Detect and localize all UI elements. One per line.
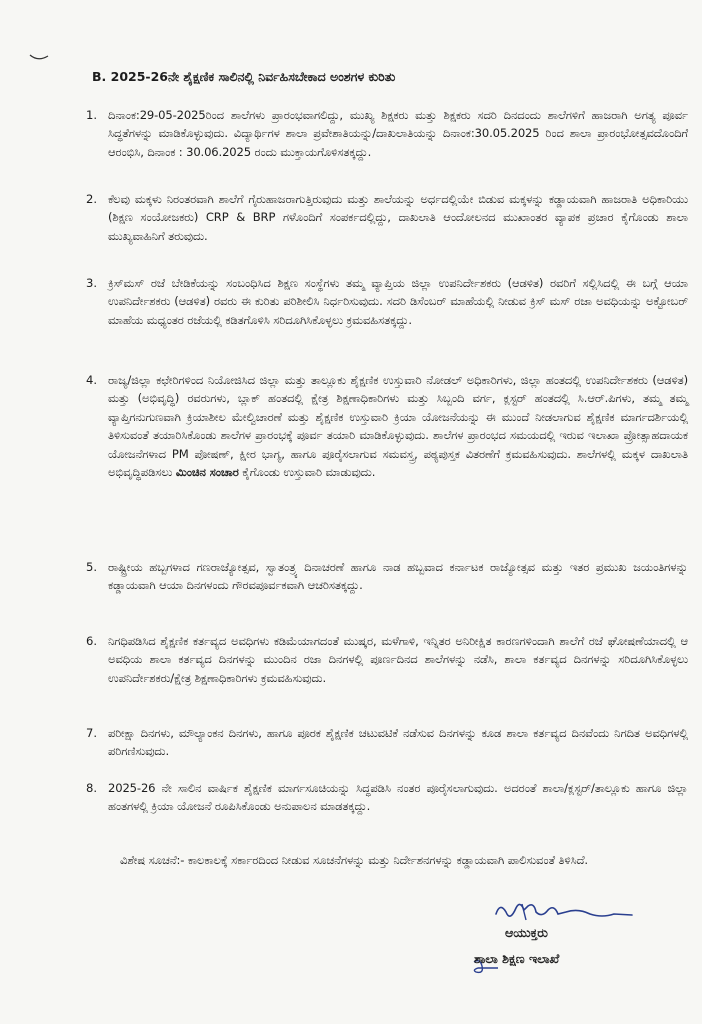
item-text-main: ರಾಜ್ಯ/ಜಿಲ್ಲಾ ಕಛೇರಿಗಳಿಂದ ನಿಯೋಜಿಸಿದ ಜಿಲ್ಲಾ ಮತ್ತು ತಾಲ್ಲೂಕು ಶೈಕ್ಷಣಿಕ ಉಸ್ತುವಾರಿ ನೋಡಲ್ ಅಧಿಕಾರಿಗಳು, ಜಿಲ್ಲಾ ಹಂತದಲ್ಲಿ ಉಪನಿರ್ದೇಶಕರು (ಆಡಳಿತ) ಮತ್ತು (ಅಭಿವೃದ್ಧಿ) ರವರುಗಳು, ಬ್ಲಾಕ್ ಹಂತದಲ್ಲಿ ಕ್ಷೇತ್ರ ಶಿಕ್ಷಣಾಧಿಕಾರಿಗಳು ಮತ್ತು ಸಿಬ್ಬಂದಿ ವರ್ಗ, ಕ್ಲಸ್ಟರ್ ಹಂತದಲ್ಲಿ ಸಿ.ಆರ್.ಪಿಗಳು, ತಮ್ಮ ತಮ್ಮ ವ್ಯಾಪ್ತಿಗನುಗುಣವಾಗಿ ಕ್ರಿಯಾಶೀಲ ಮೇಲ್ವಿಚಾರಣೆ ಮತ್ತು ಶೈಕ್ಷಣಿಕ ಉಸ್ತುವಾರಿ ಕ್ರಿಯಾ ಯೋಜನೆಯನ್ನು ಈ ಮುಂದೆ ನೀಡಲಾಗುವ ಶೈಕ್ಷಣಿಕ ಮಾರ್ಗದರ್ಶಿಯಲ್ಲಿ ತಿಳಿಸುವಂತೆ ತಯಾರಿಸಿಕೊಂಡು ಶಾಲೆಗಳ ಪ್ರಾರಂಭಕ್ಕೆ ಪೂರ್ವ ತಯಾರಿ ಮಾಡಿಕೊಳ್ಳುವುದು. ಶಾಲೆಗಳ ಪ್ರಾರಂಭದ ಸಮಯದಲ್ಲಿ ಇರುವ ಇಲಾಖಾ ಪ್ರೋತ್ಸಾಹದಾಯಕ ಯೋಜನೆಗಳಾದ PM ಪೋಷಣ್, ಕ್ಷೀರ ಭಾಗ್ಯ, ಹಾಗೂ ಪೂರೈಸಲಾಗುವ ಸಮವಸ್ತ್ರ, ಪಠ್ಯಪುಸ್ತಕ ವಿತರಣೆಗೆ ಕ್ರಮವಹಿಸುವುದು. ಶಾಲೆಗಳಲ್ಲಿ ಮಕ್ಕಳ ದಾಖಲಾತಿ ಅಭಿವೃದ್ಧಿಪಡಿಸಲು (108, 373, 688, 480)
stray-pen-mark (28, 52, 50, 62)
item-text (108, 371, 688, 481)
item-number: 3. (86, 276, 98, 290)
list-item (86, 106, 688, 161)
list-item (86, 724, 688, 761)
item-text: ಪರೀಕ್ಷಾ ದಿನಗಳು, ಮೌಲ್ಯಾಂಕನ ದಿನಗಳು, ಹಾಗೂ ಪೂರಕ ಶೈಕ್ಷಣಿಕ ಚಟುವಟಿಕೆ ನಡೆಸುವ ದಿನಗಳನ್ನು ಕೂಡ ಶಾಲಾ ಕರ್ತವ್ಯದ ದಿನವೆಂದು ನಿಗದಿತ ಅವಧಿಗಳಲ್ಲಿ ಪರಿಗಣಿಸುವುದು. (108, 726, 688, 759)
list-item (86, 558, 688, 595)
item-text-tail: ಕೈಗೊಂಡು ಉಸ್ತುವಾರಿ ಮಾಡುವುದು. (242, 465, 376, 480)
section-heading: B. 2025-26ನೇ ಶೈಕ್ಷಣಿಕ ಸಾಲಿನಲ್ಲಿ ನಿರ್ವಹಿಸಬೇಕಾದ ಅಂಶಗಳ ಕುರಿತು (92, 69, 396, 84)
item-number: 2. (86, 192, 98, 206)
item-number: 8. (86, 781, 98, 795)
item-number: 7. (86, 726, 98, 740)
list-item (86, 632, 688, 687)
list-item (86, 274, 688, 329)
signatory-title: ಆಯುಕ್ತರು (505, 925, 548, 940)
item-text: ರಾಷ್ಟ್ರೀಯ ಹಬ್ಬಗಳಾದ ಗಣರಾಜ್ಯೋತ್ಸವ, ಸ್ವಾತಂತ್ರ್ಯ ದಿನಾಚರಣೆ ಹಾಗೂ ನಾಡ ಹಬ್ಬವಾದ ಕರ್ನಾಟಕ ರಾಜ್ಯೋತ್ಸವ ಮತ್ತು ಇತರ ಪ್ರಮುಖ ಜಯಂತಿಗಳನ್ನು ಕಡ್ಡಾಯವಾಗಿ ಆಯಾ ದಿನಗಳಂದು ಗೌರವಪೂರ್ವಕವಾಗಿ ಆಚರಿಸತಕ್ಕದ್ದು. (108, 560, 688, 593)
item-number: 1. (86, 108, 98, 122)
item-text: ನಿಗಧಿಪಡಿಸಿದ ಶೈಕ್ಷಣಿಕ ಕರ್ತವ್ಯದ ಅವಧಿಗಳು ಕಡಿಮೆಯಾಗದಂತೆ ಮುಷ್ಕರ, ಮಳೆಗಾಳಿ, ಇನ್ನಿತರ ಅನಿರೀಕ್ಷಿತ ಕಾರಣಗಳಿಂದಾಗಿ ಶಾಲೆಗೆ ರಜೆ ಘೋಷಣೆಯಾದಲ್ಲಿ ಆ ಅವಧಿಯ ಶಾಲಾ ಕರ್ತವ್ಯದ ದಿನಗಳನ್ನು ಮುಂದಿನ ರಜಾ ದಿನಗಳಲ್ಲಿ ಪೂರ್ಣದಿನದ ಶಾಲೆಗಳನ್ನು ನಡೆಸಿ, ಶಾಲಾ ಕರ್ತವ್ಯದ ದಿನಗಳನ್ನು ಸರಿದೂಗಿಸಿಕೊಳ್ಳಲು ಉಪನಿರ್ದೇಶಕರು/ಕ್ಷೇತ್ರ ಶಿಕ್ಷಣಾಧಿಕಾರಿಗಳು ಕ್ರಮವಹಿಸುವುದು. (108, 634, 688, 685)
list-item (86, 190, 688, 245)
list-item (86, 371, 688, 481)
item-text: ದಿನಾಂಕ:29-05-2025ರಿಂದ ಶಾಲೆಗಳು ಪ್ರಾರಂಭವಾಗಲಿದ್ದು, ಮುಖ್ಯ ಶಿಕ್ಷಕರು ಮತ್ತು ಶಿಕ್ಷಕರು ಸದರಿ ದಿನದಂದು ಶಾಲೆಗಳಿಗೆ ಹಾಜರಾಗಿ ಅಗತ್ಯ ಪೂರ್ವ ಸಿದ್ಧತೆಗಳನ್ನು ಮಾಡಿಕೊಳ್ಳುವುದು. ವಿದ್ಯಾರ್ಥಿಗಳ ಶಾಲಾ ಪ್ರವೇಶಾತಿಯನ್ನು/ದಾಖಲಾತಿಯನ್ನು ದಿನಾಂಕ:30.05.2025 ರಿಂದ ಶಾಲಾ ಪ್ರಾರಂಭೋತ್ಸವದೊಂದಿಗೆ ಆರಂಭಿಸಿ, ದಿನಾಂಕ : 30.06.2025 ರಂದು ಮುಕ್ತಾಯಗೊಳಿಸತಕ್ಕದ್ದು. (108, 108, 688, 159)
item-text: 2025-26 ನೇ ಸಾಲಿನ ವಾರ್ಷಿಕ ಶೈಕ್ಷಣಿಕ ಮಾರ್ಗಸೂಚಿಯನ್ನು ಸಿದ್ಧಪಡಿಸಿ ನಂತರ ಪೂರೈಸಲಾಗುವುದು. ಅದರಂತೆ ಶಾಲಾ/ಕ್ಲಸ್ಟರ್/ತಾಲ್ಲೂಕು ಹಾಗೂ ಜಿಲ್ಲಾ ಹಂತಗಳಲ್ಲಿ ಕ್ರಿಯಾ ಯೋಜನೆ ರೂಪಿಸಿಕೊಂಡು ಅನುಪಾಲನ ಮಾಡತಕ್ಕದ್ದು. (108, 781, 688, 814)
list-item (86, 779, 688, 816)
item-number: 5. (86, 560, 98, 574)
signatory-department: ಶಾಲಾ ಶಿಕ್ಷಣ ಇಲಾಖೆ (474, 951, 560, 966)
item-number: 6. (86, 634, 98, 648)
item-text-bold: ಮಿಂಚಿನ ಸಂಚಾರ (175, 465, 239, 480)
item-number: 4. (86, 373, 98, 387)
item-text: ಕೆಲವು ಮಕ್ಕಳು ನಿರಂತರವಾಗಿ ಶಾಲೆಗೆ ಗೈರುಹಾಜರಾಗುತ್ತಿರುವುದು ಮತ್ತು ಶಾಲೆಯನ್ನು ಅರ್ಧದಲ್ಲಿಯೇ ಬಿಡುವ ಮಕ್ಕಳನ್ನು ಕಡ್ಡಾಯವಾಗಿ ಹಾಜರಾತಿ ಅಧಿಕಾರಿಯು (ಶಿಕ್ಷಣ ಸಂಯೋಜಕರು) CRP & BRP ಗಳೊಂದಿಗೆ ಸಂಪರ್ಕದಲ್ಲಿದ್ದು, ದಾಖಲಾತಿ ಆಂದೋಲನದ ಮುಖಾಂತರ ವ್ಯಾಪಕ ಪ್ರಚಾರ ಕೈಗೊಂಡು ಶಾಲಾ ಮುಖ್ಯವಾಹಿನಿಗೆ ತರುವುದು. (108, 192, 688, 243)
item-text: ಕ್ರಿಸ್‌ಮಸ್ ರಜೆ ಬೇಡಿಕೆಯನ್ನು ಸಂಬಂಧಿಸಿದ ಶಿಕ್ಷಣ ಸಂಸ್ಥೆಗಳು ತಮ್ಮ ವ್ಯಾಪ್ತಿಯ ಜಿಲ್ಲಾ ಉಪನಿರ್ದೇಶಕರು (ಆಡಳಿತ) ರವರಿಗೆ ಸಲ್ಲಿಸಿದಲ್ಲಿ ಈ ಬಗ್ಗೆ ಆಯಾ ಉಪನಿರ್ದೇಶಕರು (ಆಡಳಿತ) ರವರು ಈ ಕುರಿತು ಪರಿಶೀಲಿಸಿ ನಿರ್ಧರಿಸುವುದು. ಸದರಿ ಡಿಸೆಂಬರ್ ಮಾಹೆಯಲ್ಲಿ ನೀಡುವ ಕ್ರಿಸ್ ಮಸ್ ರಜಾ ಅವಧಿಯನ್ನು ಅಕ್ಟೋಬರ್ ಮಾಹೆಯ ಮಧ್ಯಂತರ ರಜೆಯಲ್ಲಿ ಕಡಿತಗೊಳಿಸಿ ಸರಿದೂಗಿಸಿಕೊಳ್ಳಲು ಕ್ರಮವಹಿಸತಕ್ಕದ್ದು. (108, 276, 688, 327)
special-note: ವಿಶೇಷ ಸೂಚನೆ:- ಕಾಲಕಾಲಕ್ಕೆ ಸರ್ಕಾರದಿಂದ ನೀಡುವ ಸೂಚನೆಗಳನ್ನು ಮತ್ತು ನಿರ್ದೇಶನಗಳನ್ನು ಕಡ್ಡಾಯವಾಗಿ ಪಾಲಿಸುವಂತೆ ತಿಳಿಸಿದೆ. (120, 853, 588, 867)
